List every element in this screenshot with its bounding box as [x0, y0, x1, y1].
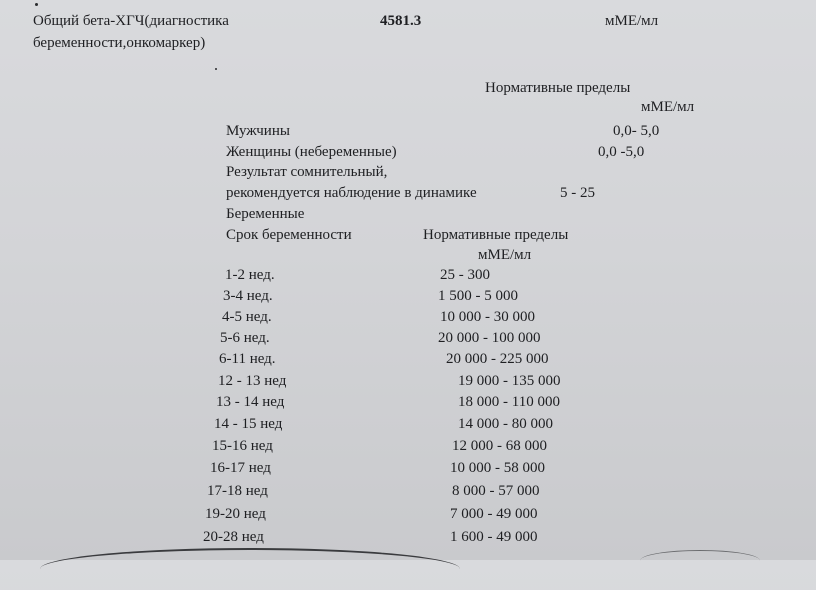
- pregnancy-range: 12 000 - 68 000: [452, 438, 547, 454]
- reference-row-value: 0,0- 5,0: [613, 123, 660, 139]
- pregnancy-term: 4-5 нед.: [222, 309, 272, 325]
- pregnancy-term: 19-20 нед: [205, 506, 266, 522]
- stamp-edge: [640, 550, 760, 571]
- pregnancy-term: 1-2 нед.: [225, 267, 275, 283]
- pregnancy-range: 20 000 - 100 000: [438, 330, 541, 346]
- pregnancy-range: 19 000 - 135 000: [458, 373, 561, 389]
- reference-row-label: Беременные: [226, 206, 305, 222]
- pregnancy-range: 18 000 - 110 000: [458, 394, 560, 410]
- reference-row-label: Результат сомнительный,: [226, 164, 388, 180]
- test-name-line2: беременности,онкомаркер): [33, 35, 206, 51]
- column-header-unit: мМЕ/мл: [478, 247, 532, 263]
- reference-row-label: Мужчины: [226, 123, 290, 139]
- pregnancy-term: 12 - 13 нед: [218, 373, 287, 389]
- pregnancy-range: 10 000 - 58 000: [450, 460, 545, 476]
- pregnancy-range: 8 000 - 57 000: [452, 483, 540, 499]
- pregnancy-range: 1 600 - 49 000: [450, 529, 538, 545]
- pregnancy-term: 14 - 15 нед: [214, 416, 283, 432]
- reference-row-label: рекомендуется наблюдение в динамике: [226, 185, 477, 201]
- pregnancy-range: 1 500 - 5 000: [438, 288, 518, 304]
- reference-row-value: 0,0 -5,0: [598, 144, 645, 160]
- test-result-value: 4581.3: [380, 13, 422, 29]
- pregnancy-range: 7 000 - 49 000: [450, 506, 538, 522]
- pregnancy-term: 5-6 нед.: [220, 330, 270, 346]
- pregnancy-term: 20-28 нед: [203, 529, 264, 545]
- pregnancy-range: 14 000 - 80 000: [458, 416, 553, 432]
- speck-mark: [215, 68, 217, 70]
- pregnancy-range: 25 - 300: [440, 267, 490, 283]
- reference-row-label: Женщины (небеременные): [226, 144, 397, 160]
- speck-mark: [35, 3, 38, 6]
- pregnancy-term: 17-18 нед: [207, 483, 268, 499]
- pregnancy-range: 20 000 - 225 000: [446, 351, 549, 367]
- reference-unit: мМЕ/мл: [641, 99, 695, 115]
- pregnancy-term: 15-16 нед: [212, 438, 273, 454]
- pregnancy-term: 3-4 нед.: [223, 288, 273, 304]
- reference-row-value: 5 - 25: [560, 185, 595, 201]
- test-name-line1: Общий бета-ХГЧ(диагностика: [33, 13, 229, 29]
- test-result-unit: мМЕ/мл: [605, 13, 659, 29]
- column-header-term: Срок беременности: [226, 227, 352, 243]
- pregnancy-range: 10 000 - 30 000: [440, 309, 535, 325]
- column-header-norm: Нормативные пределы: [423, 227, 569, 243]
- pregnancy-term: 13 - 14 нед: [216, 394, 285, 410]
- reference-title: Нормативные пределы: [485, 80, 631, 96]
- stamp-edge: [40, 548, 460, 590]
- pregnancy-term: 6-11 нед.: [219, 351, 276, 367]
- pregnancy-term: 16-17 нед: [210, 460, 271, 476]
